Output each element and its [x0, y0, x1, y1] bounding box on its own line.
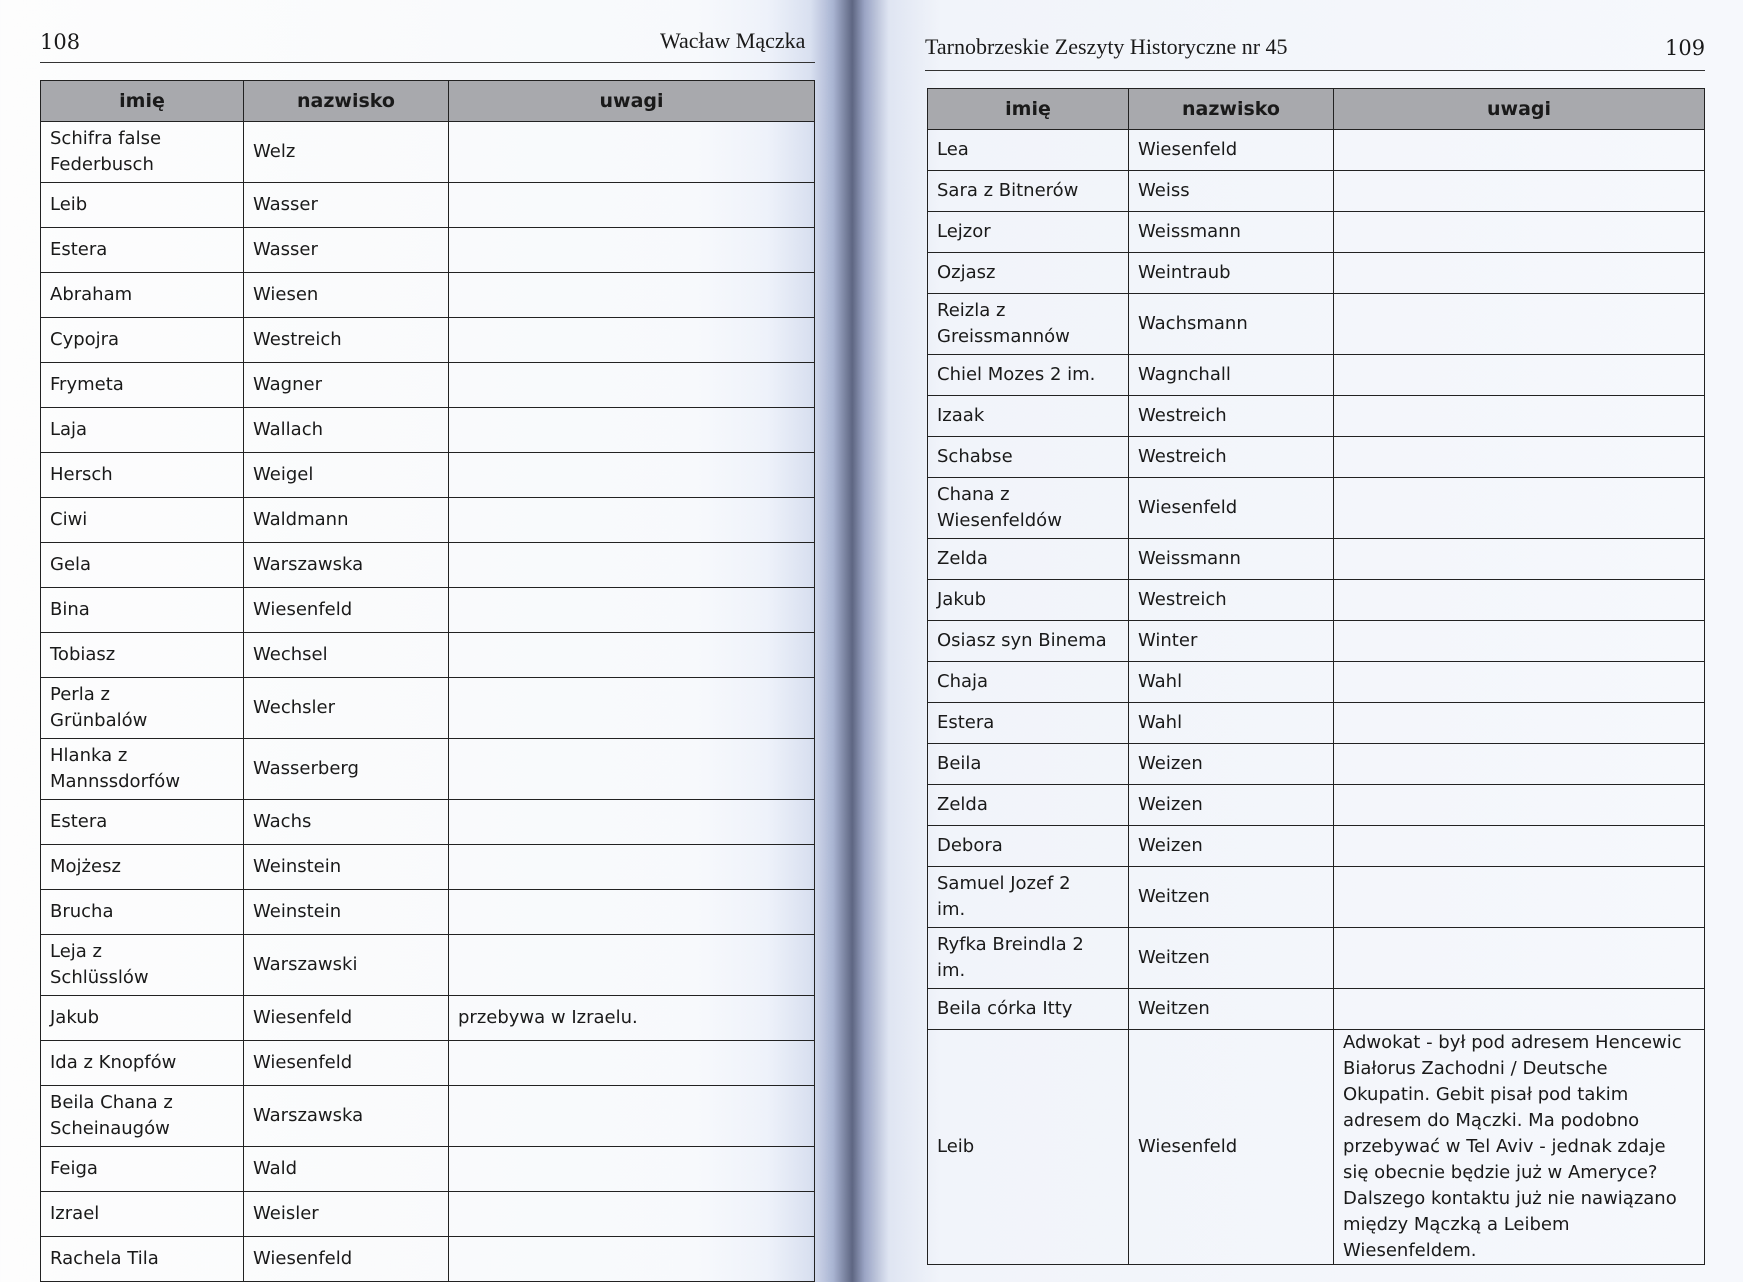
table-row	[41, 122, 815, 183]
surname-cell: Wiesenfeld	[1129, 1030, 1334, 1265]
surname-cell: Weitzen	[1129, 928, 1334, 989]
first-name-cell: Jakub	[928, 580, 1129, 621]
table-row	[41, 408, 815, 453]
surname-cell: Weizen	[1129, 785, 1334, 826]
names-table	[927, 88, 1705, 1265]
first-name-cell: Ozjasz	[928, 253, 1129, 294]
header-rule	[40, 62, 815, 63]
surname-cell: Weinstein	[244, 890, 449, 935]
column-header: nazwisko	[1129, 89, 1334, 130]
table-row	[928, 539, 1705, 580]
notes-cell	[449, 1041, 815, 1086]
table-row	[928, 171, 1705, 212]
surname-cell: Wasser	[244, 228, 449, 273]
first-name-cell: Chiel Mozes 2 im.	[928, 355, 1129, 396]
notes-cell: Adwokat - był pod adresem Hencewic Białorus Zachodni / Deutsche Okupatin. Gebit pisał pod takim adresem do Mączki. Ma podobno przebywać w Tel Aviv - jednak zdaje się obecnie będzie już w Ameryce? Dalszego kontaktu już nie nawiązano między Mączką a Leibem Wiesenfeldem.	[1334, 1030, 1705, 1265]
first-name-cell: Rachela Tila	[41, 1237, 244, 1282]
surname-cell: Wallach	[244, 408, 449, 453]
first-name-cell: Frymeta	[41, 363, 244, 408]
table-row	[41, 498, 815, 543]
first-name-cell: Chana z Wiesenfeldów	[928, 478, 1129, 539]
first-name-cell: Feiga	[41, 1147, 244, 1192]
page-number: 108	[40, 30, 81, 54]
table-row	[928, 294, 1705, 355]
notes-cell	[449, 739, 815, 800]
first-name-cell: Gela	[41, 543, 244, 588]
first-name-cell: Hersch	[41, 453, 244, 498]
surname-cell: Warszawska	[244, 543, 449, 588]
surname-cell: Wachs	[244, 800, 449, 845]
table-row	[41, 228, 815, 273]
table-row	[41, 588, 815, 633]
notes-cell	[1334, 253, 1705, 294]
first-name-cell: Ryfka Breindla 2 im.	[928, 928, 1129, 989]
table-row	[928, 785, 1705, 826]
surname-cell: Wahl	[1129, 662, 1334, 703]
notes-cell	[1334, 785, 1705, 826]
notes-cell	[449, 183, 815, 228]
notes-cell	[449, 122, 815, 183]
surname-cell: Weitzen	[1129, 867, 1334, 928]
notes-cell	[449, 1237, 815, 1282]
surname-cell: Weintraub	[1129, 253, 1334, 294]
first-name-cell: Perla z Grünbalów	[41, 678, 244, 739]
surname-cell: Wagner	[244, 363, 449, 408]
table-row	[928, 703, 1705, 744]
table-row	[928, 253, 1705, 294]
table-row	[41, 543, 815, 588]
first-name-cell: Beila	[928, 744, 1129, 785]
surname-cell: Weissmann	[1129, 212, 1334, 253]
notes-cell	[449, 1086, 815, 1147]
surname-cell: Westreich	[1129, 580, 1334, 621]
first-name-cell: Estera	[41, 800, 244, 845]
first-name-cell: Chaja	[928, 662, 1129, 703]
notes-cell	[449, 935, 815, 996]
notes-cell	[449, 318, 815, 363]
surname-cell: Weissmann	[1129, 539, 1334, 580]
table-row	[928, 744, 1705, 785]
table-row	[928, 580, 1705, 621]
first-name-cell: Estera	[928, 703, 1129, 744]
first-name-cell: Leib	[41, 183, 244, 228]
table-row	[41, 678, 815, 739]
first-name-cell: Brucha	[41, 890, 244, 935]
table-row	[928, 867, 1705, 928]
notes-cell	[449, 800, 815, 845]
notes-cell	[1334, 437, 1705, 478]
first-name-cell: Izrael	[41, 1192, 244, 1237]
table-row	[41, 273, 815, 318]
first-name-cell: Abraham	[41, 273, 244, 318]
first-name-cell: Mojżesz	[41, 845, 244, 890]
notes-cell	[1334, 928, 1705, 989]
first-name-cell: Zelda	[928, 539, 1129, 580]
first-name-cell: Beila córka Itty	[928, 989, 1129, 1030]
surname-cell: Wiesen	[244, 273, 449, 318]
first-name-cell: Tobiasz	[41, 633, 244, 678]
notes-cell	[1334, 989, 1705, 1030]
first-name-cell: Zelda	[928, 785, 1129, 826]
notes-cell	[1334, 171, 1705, 212]
surname-cell: Weitzen	[1129, 989, 1334, 1030]
notes-cell	[1334, 478, 1705, 539]
surname-cell: Weizen	[1129, 826, 1334, 867]
surname-cell: Wachsmann	[1129, 294, 1334, 355]
table-row	[41, 996, 815, 1041]
table-row	[41, 1086, 815, 1147]
notes-cell	[449, 678, 815, 739]
header-rule	[925, 70, 1705, 71]
notes-cell	[449, 498, 815, 543]
first-name-cell: Bina	[41, 588, 244, 633]
first-name-cell: Samuel Jozef 2 im.	[928, 867, 1129, 928]
left-page	[0, 0, 860, 1269]
surname-cell: Wiesenfeld	[244, 996, 449, 1041]
notes-cell	[449, 1192, 815, 1237]
surname-cell: Weiss	[1129, 171, 1334, 212]
table-row	[41, 935, 815, 996]
notes-cell	[449, 543, 815, 588]
table-row	[928, 826, 1705, 867]
notes-cell	[449, 453, 815, 498]
surname-cell: Welz	[244, 122, 449, 183]
surname-cell: Weisler	[244, 1192, 449, 1237]
table-row	[41, 845, 815, 890]
notes-cell	[1334, 662, 1705, 703]
surname-cell: Winter	[1129, 621, 1334, 662]
surname-cell: Wahl	[1129, 703, 1334, 744]
notes-cell	[1334, 867, 1705, 928]
first-name-cell: Schabse	[928, 437, 1129, 478]
first-name-cell: Debora	[928, 826, 1129, 867]
surname-cell: Weigel	[244, 453, 449, 498]
notes-cell	[449, 363, 815, 408]
surname-cell: Warszawska	[244, 1086, 449, 1147]
notes-cell	[449, 633, 815, 678]
table-header-row	[928, 89, 1705, 130]
table-row	[41, 453, 815, 498]
table-row	[928, 355, 1705, 396]
first-name-cell: Osiasz syn Binema	[928, 621, 1129, 662]
surname-cell: Wald	[244, 1147, 449, 1192]
column-header: nazwisko	[244, 81, 449, 122]
surname-cell: Westreich	[244, 318, 449, 363]
table-row	[41, 633, 815, 678]
notes-cell	[1334, 580, 1705, 621]
names-table	[40, 80, 815, 1282]
surname-cell: Wiesenfeld	[244, 1237, 449, 1282]
notes-cell	[449, 890, 815, 935]
surname-cell: Wechsler	[244, 678, 449, 739]
table-row	[928, 1030, 1705, 1265]
notes-cell	[449, 845, 815, 890]
table-row	[41, 318, 815, 363]
table-header-row	[41, 81, 815, 122]
table-row	[41, 739, 815, 800]
surname-cell: Wasserberg	[244, 739, 449, 800]
first-name-cell: Beila Chana z Scheinaugów	[41, 1086, 244, 1147]
notes-cell	[1334, 826, 1705, 867]
table-row	[41, 183, 815, 228]
page-number: 109	[1665, 36, 1706, 60]
notes-cell	[1334, 130, 1705, 171]
notes-cell	[1334, 703, 1705, 744]
table-row	[928, 478, 1705, 539]
notes-cell	[1334, 396, 1705, 437]
table-row	[928, 212, 1705, 253]
surname-cell: Wechsel	[244, 633, 449, 678]
notes-cell	[1334, 212, 1705, 253]
running-head: Wacław Mączka	[660, 28, 806, 53]
table-row	[41, 1192, 815, 1237]
table-row	[41, 1147, 815, 1192]
column-header: uwagi	[1334, 89, 1705, 130]
surname-cell: Warszawski	[244, 935, 449, 996]
surname-cell: Westreich	[1129, 396, 1334, 437]
table-row	[928, 928, 1705, 989]
notes-cell	[1334, 294, 1705, 355]
surname-cell: Weinstein	[244, 845, 449, 890]
first-name-cell: Leja z Schlüsslów	[41, 935, 244, 996]
first-name-cell: Laja	[41, 408, 244, 453]
surname-cell: Wiesenfeld	[1129, 130, 1334, 171]
notes-cell: przebywa w Izraelu.	[449, 996, 815, 1041]
notes-cell	[449, 273, 815, 318]
first-name-cell: Ida z Knopfów	[41, 1041, 244, 1086]
first-name-cell: Sara z Bitnerów	[928, 171, 1129, 212]
first-name-cell: Lejzor	[928, 212, 1129, 253]
surname-cell: Wiesenfeld	[244, 1041, 449, 1086]
table-row	[41, 1041, 815, 1086]
notes-cell	[1334, 744, 1705, 785]
first-name-cell: Schifra false Federbusch	[41, 122, 244, 183]
notes-cell	[449, 228, 815, 273]
first-name-cell: Hlanka z Mannssdorfów	[41, 739, 244, 800]
notes-cell	[1334, 355, 1705, 396]
notes-cell	[449, 1147, 815, 1192]
surname-cell: Wasser	[244, 183, 449, 228]
table-row	[41, 890, 815, 935]
column-header: uwagi	[449, 81, 815, 122]
surname-cell: Waldmann	[244, 498, 449, 543]
table-row	[928, 989, 1705, 1030]
first-name-cell: Lea	[928, 130, 1129, 171]
table-row	[928, 662, 1705, 703]
table-row	[928, 396, 1705, 437]
surname-cell: Westreich	[1129, 437, 1334, 478]
running-head: Tarnobrzeskie Zeszyty Historyczne nr 45	[925, 34, 1288, 59]
first-name-cell: Estera	[41, 228, 244, 273]
table-row	[41, 363, 815, 408]
notes-cell	[449, 588, 815, 633]
first-name-cell: Reizla z Greissmannów	[928, 294, 1129, 355]
first-name-cell: Jakub	[41, 996, 244, 1041]
right-page	[880, 0, 1743, 1265]
surname-cell: Weizen	[1129, 744, 1334, 785]
column-header: imię	[928, 89, 1129, 130]
notes-cell	[1334, 621, 1705, 662]
first-name-cell: Ciwi	[41, 498, 244, 543]
table-row	[928, 621, 1705, 662]
surname-cell: Wagnchall	[1129, 355, 1334, 396]
table-row	[41, 1237, 815, 1282]
surname-cell: Wiesenfeld	[1129, 478, 1334, 539]
first-name-cell: Leib	[928, 1030, 1129, 1265]
table-row	[928, 130, 1705, 171]
notes-cell	[1334, 539, 1705, 580]
first-name-cell: Cypojra	[41, 318, 244, 363]
table-row	[41, 800, 815, 845]
first-name-cell: Izaak	[928, 396, 1129, 437]
table-row	[928, 437, 1705, 478]
column-header: imię	[41, 81, 244, 122]
surname-cell: Wiesenfeld	[244, 588, 449, 633]
notes-cell	[449, 408, 815, 453]
